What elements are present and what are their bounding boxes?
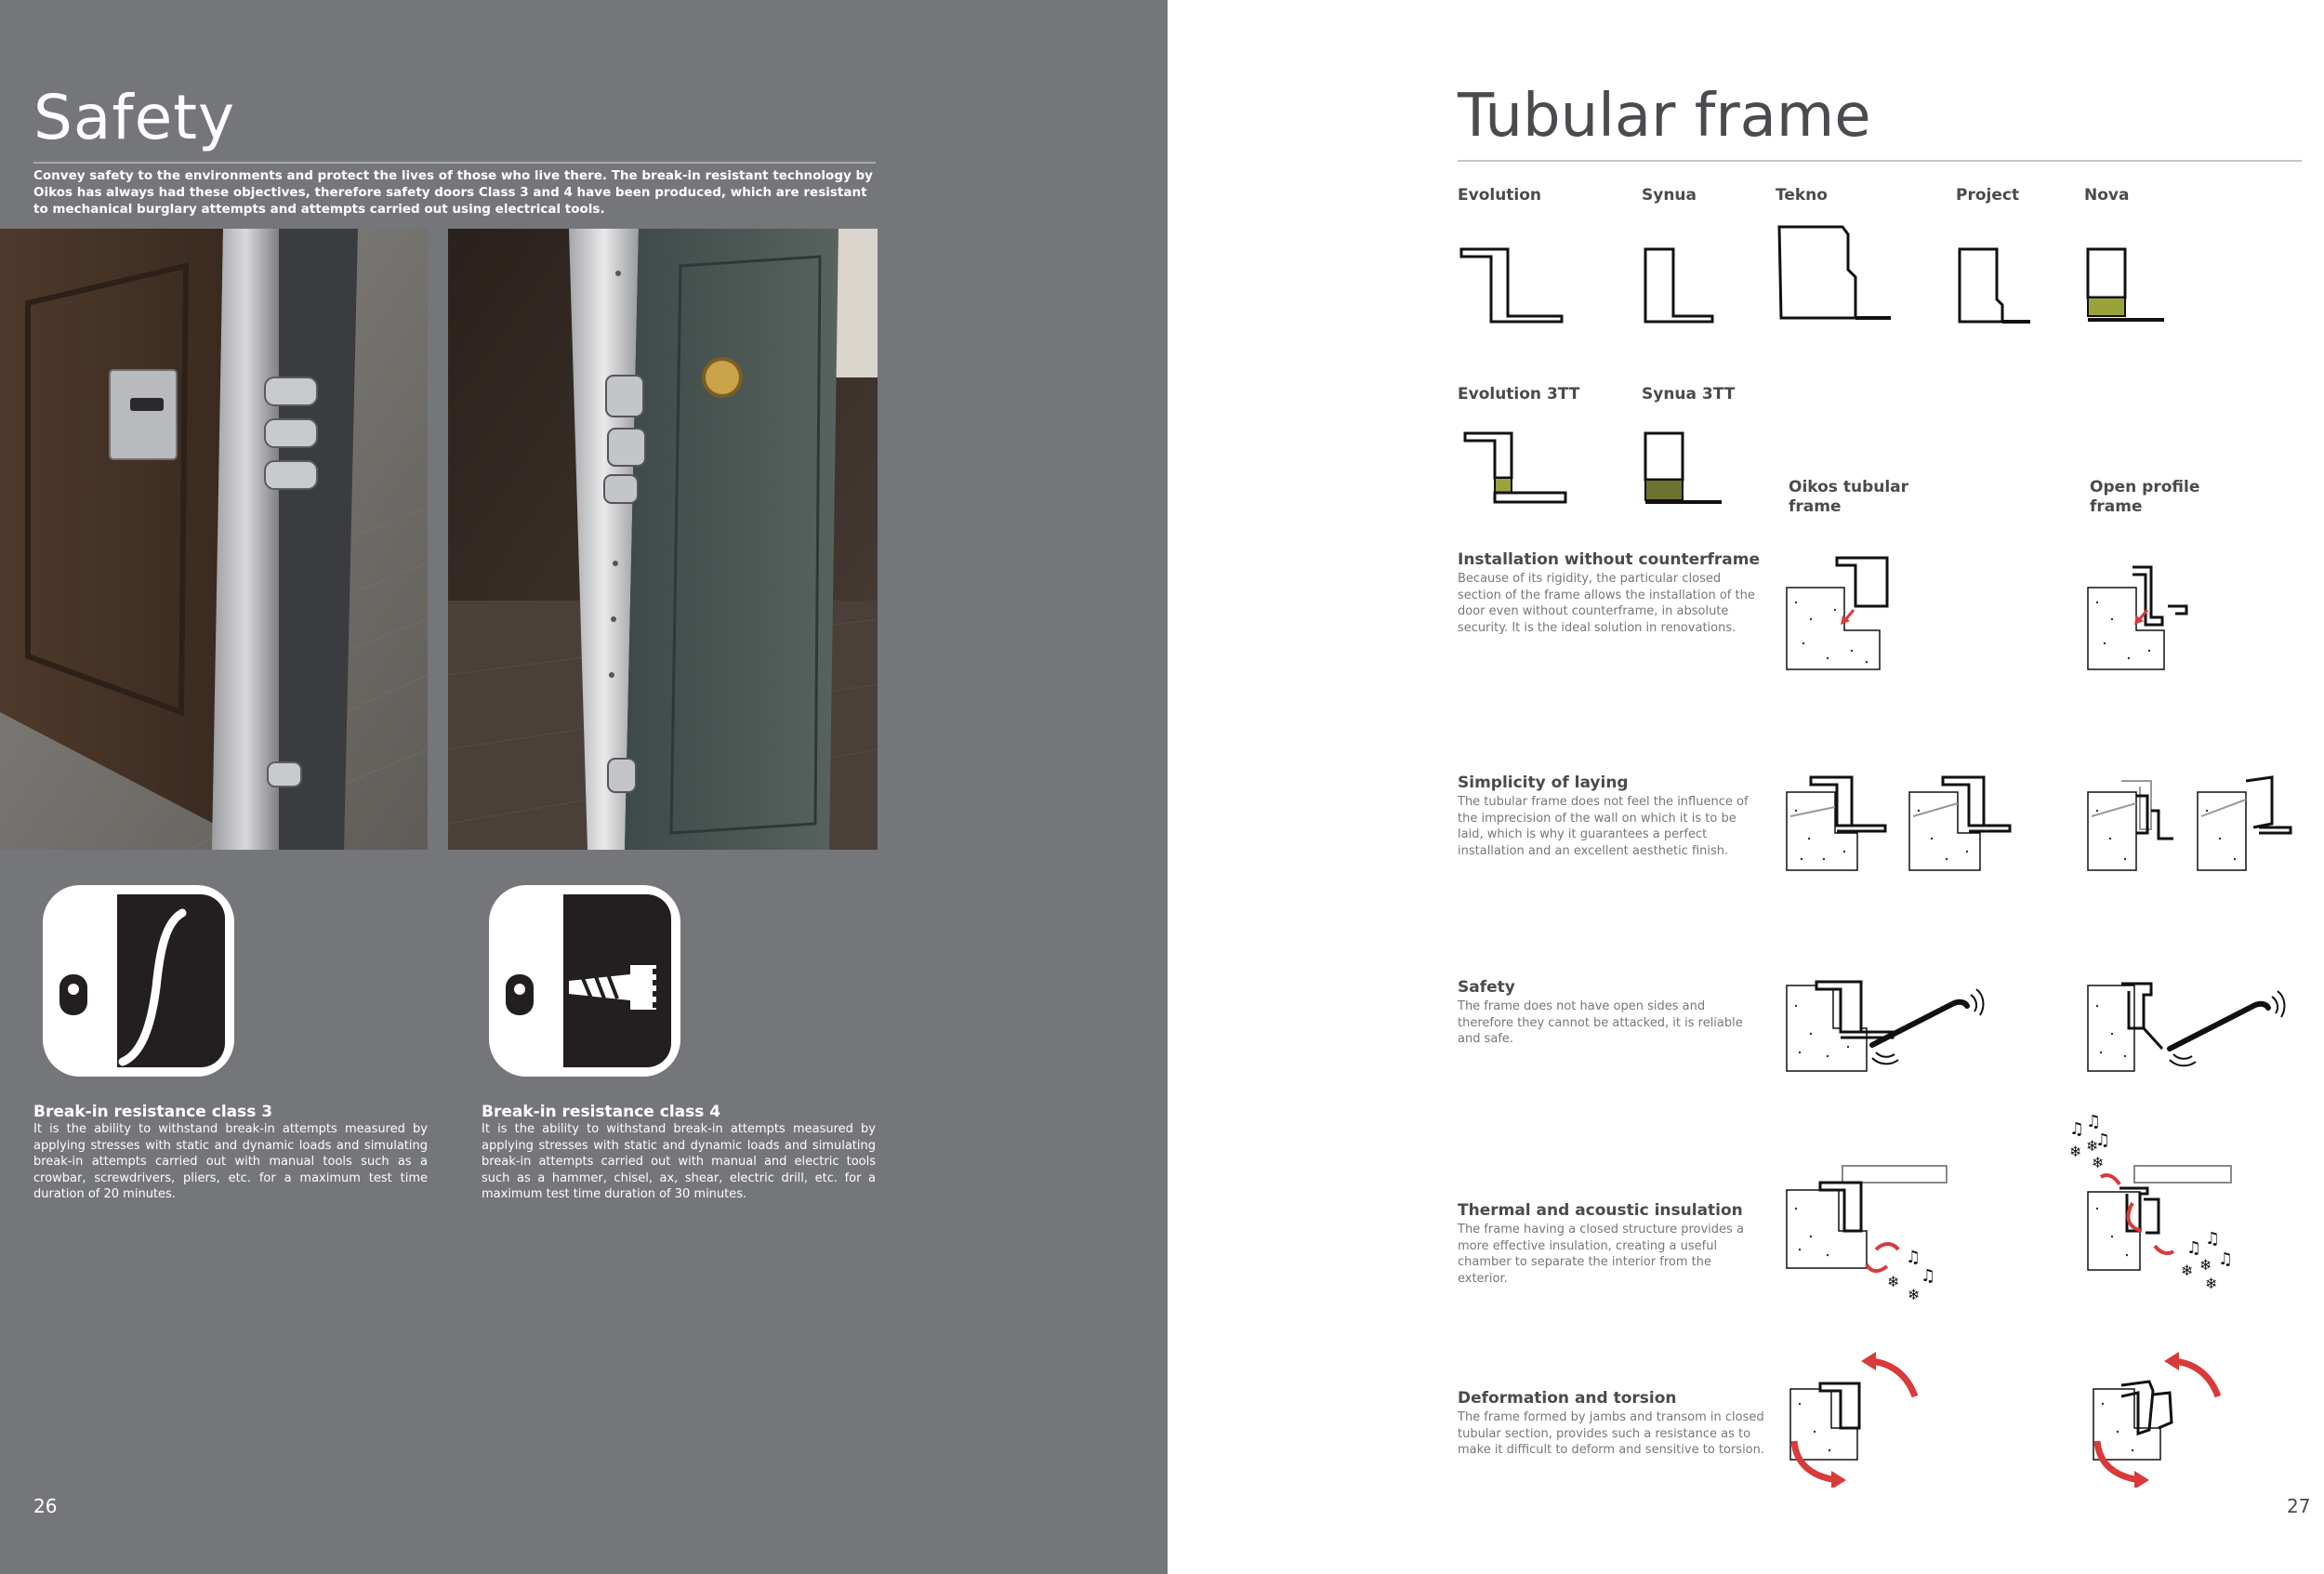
section-text-safety: The frame does not have open sides and therefore they cannot be attacked, it is reliable and safe. [1458,999,1743,1046]
svg-text:♫: ♫ [2218,1250,2234,1269]
profile-nova-icon [2084,244,2168,327]
profile-evolution-3tt-icon [1458,428,1569,511]
section-text-installation: Because of its rigidity, the particular closed section of the frame allows the installation of the door even without counterframe, in absolute security. It is the ideal solution in renovations. [1458,572,1755,635]
page-number-right: 27 [2287,1495,2311,1517]
column-header-oikos-tubular: Oikos tubular frame [1789,478,1909,516]
svg-text:♫: ♫ [1906,1248,1921,1267]
svg-text:❄: ❄ [2199,1256,2212,1274]
insulation-open-profile-diagram [2066,1106,2251,1302]
section-title-safety: Safety [1458,978,1515,997]
installation-tubular-diagram [1783,554,1932,675]
section-title-insulation: Thermal and acoustic insulation [1458,1201,1743,1220]
title-divider [1458,160,2302,162]
right-page [1168,0,2324,1574]
svg-text:❄: ❄ [1908,1286,1921,1302]
class3-title: Break-in resistance class 3 [33,1103,273,1121]
laying-open-profile-diagram [2084,774,2298,876]
section-title-deformation: Deformation and torsion [1458,1389,1677,1408]
svg-text:♫: ♫ [2095,1131,2111,1150]
svg-text:❄: ❄ [2092,1154,2105,1171]
deformation-tubular-diagram [1781,1348,1930,1488]
profile-project-icon [1956,244,2040,327]
profile-synua-icon [1642,244,1725,327]
profile-synua-3tt-icon [1642,428,1725,511]
profile-label-evolution-3tt: Evolution 3TT [1458,385,1580,403]
profile-label-nova: Nova [2084,186,2130,205]
installation-open-profile-diagram [2084,554,2205,675]
column-header-open-profile: Open profile frame [2090,478,2200,516]
svg-text:❄: ❄ [2205,1275,2218,1292]
svg-text:♫: ♫ [1921,1266,1936,1286]
title-divider [33,162,876,164]
profile-label-project: Project [1956,186,2020,205]
svg-text:❄: ❄ [2069,1143,2082,1160]
svg-text:❄: ❄ [2086,1137,2099,1155]
profile-tekno-icon [1776,221,1896,327]
svg-text:♫: ♫ [2186,1238,2202,1258]
section-text-laying: The tubular frame does not feel the influence of the imprecision of the wall on which it is to be laid, which is why it guarantees a perfect installation and an excellent aesthetic finish. [1458,795,1749,858]
photo-door-class4 [448,229,878,850]
laying-tubular-diagram [1783,774,2025,876]
drill-icon [489,885,680,1077]
svg-text:♫: ♫ [2205,1229,2221,1249]
svg-text:❄: ❄ [1887,1273,1900,1290]
crowbar-icon [43,885,234,1077]
insulation-tubular-diagram [1783,1153,1950,1302]
profile-label-synua-3tt: Synua 3TT [1642,385,1736,403]
safety-tubular-crowbar-diagram [1783,978,2006,1080]
page-number-left: 26 [33,1495,58,1517]
svg-text:♫: ♫ [2086,1112,2102,1131]
class4-title: Break-in resistance class 4 [482,1103,721,1121]
photo-door-class3 [0,229,428,850]
intro-text: Convey safety to the environments and protect the lives of those who live there. The break-in resistant technology by Oikos has always had these objectives, therefore safety doors Class 3 and 4 have been produced, which are resistant to mechanical burglary attempts and attempts carried out using electrical tools. [33,168,873,217]
profile-label-synua: Synua [1642,186,1697,205]
deformation-open-profile-diagram [2084,1348,2233,1488]
class3-text: It is the ability to withstand break-in attempts measured by applying stresses with static and dynamic loads and simulating break-in attempts carried out with manual tools such as a crowbar, screwdrivers, pliers, etc. for a maximum test time duration of 20 minutes. [33,1122,428,1201]
class4-text: It is the ability to withstand break-in attempts measured by applying stresses with static and dynamic loads and simulating break-in attempts carried out with manual and electric tools such as a hammer, chisel, ax, shear, electric drill, etc. for a maximum test time duration of 30 minutes. [482,1122,876,1201]
page-title-tubular-frame: Tubular frame [1458,82,1871,151]
page-title-safety: Safety [33,82,236,153]
svg-text:♫: ♫ [2069,1119,2085,1139]
profile-label-evolution: Evolution [1458,186,1542,205]
section-text-insulation: The frame having a closed structure provides a more effective insulation, creating a useful chamber to separate the interior from the exterior. [1458,1223,1744,1286]
profile-evolution-icon [1458,244,1569,327]
section-title-installation: Installation without counterframe [1458,550,1761,569]
profile-label-tekno: Tekno [1776,186,1828,205]
safety-open-profile-crowbar-diagram [2084,978,2307,1080]
section-text-deformation: The frame formed by jambs and transom in closed tubular section, provides such a resistance as to make it difficult to deform and sensitive to torsion. [1458,1410,1765,1457]
svg-text:❄: ❄ [2181,1262,2194,1279]
section-title-laying: Simplicity of laying [1458,774,1629,792]
